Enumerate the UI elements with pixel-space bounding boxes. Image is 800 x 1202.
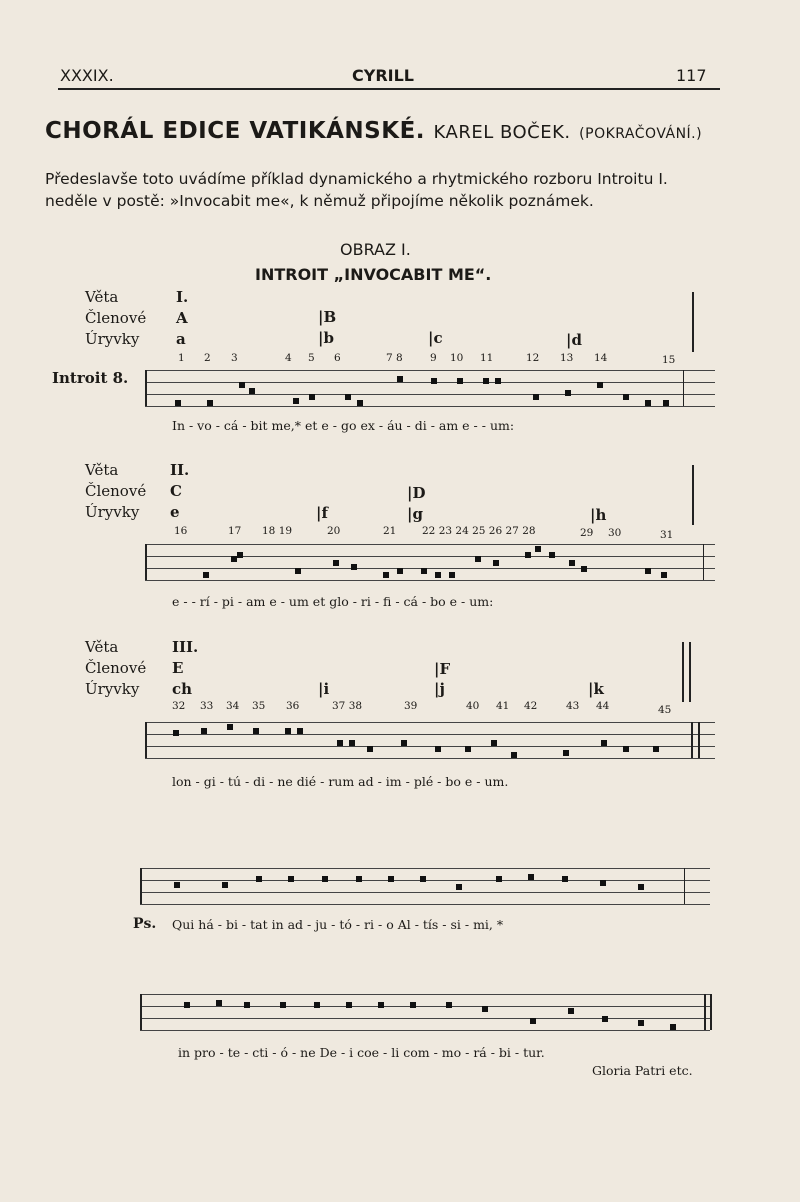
psalm-staff (140, 994, 710, 1034)
neume-number: 20 (327, 525, 341, 537)
psalm-prefix: Ps. (133, 916, 157, 932)
system-1-labels (85, 287, 146, 350)
member-marker: |b (318, 329, 334, 347)
neume-number: 11 (480, 352, 494, 364)
psalm-line-2: in pro - te - cti - ó - ne De - i coe - li com - mo - rá - bi - tur. (178, 1045, 545, 1060)
running-head-center: CYRILL (352, 66, 414, 85)
neume-number: 31 (660, 529, 674, 541)
label-veta: Věta (85, 288, 119, 306)
uryvek-value: a (176, 330, 186, 348)
page-number: 117 (676, 66, 707, 85)
label-clenove: Členové (85, 309, 147, 327)
neume-number: 30 (608, 527, 622, 539)
neume-number: 22 23 24 25 26 27 28 (422, 525, 536, 537)
intro-line-2: neděle v postě: »Invocabit me«, k němuž připojíme několik poznámek. (45, 192, 594, 210)
neume-number: 13 (560, 352, 574, 364)
neume-number: 18 19 (262, 525, 293, 537)
neume-number: 1 (178, 352, 185, 364)
title-author: KAREL BOČEK. (433, 122, 571, 143)
neume-number: 45 (658, 704, 672, 716)
label-uryvky: Úryvky (85, 330, 140, 348)
label-clenove: Členové (85, 659, 147, 677)
mode-label: Introit 8. (52, 369, 129, 387)
neume-number: 34 (226, 700, 240, 712)
neume-number: 35 (252, 700, 266, 712)
neume-number: 5 (308, 352, 315, 364)
veta-value: III. (172, 638, 199, 656)
division-bar (689, 642, 691, 702)
neume-number: 36 (286, 700, 300, 712)
psalm-line-1: Qui há - bi - tat in ad - ju - tó - ri - o Al - tís - si - mi, * (172, 917, 504, 932)
doxology: Gloria Patri etc. (592, 1063, 693, 1078)
neume-number: 9 (430, 352, 437, 364)
system-3-labels (85, 637, 146, 700)
neume-number: 4 (285, 352, 292, 364)
running-head-left: XXXIX. (60, 66, 114, 85)
lyric-line: lon - gi - tú - di - ne dié - rum ad - im - plé - bo e - um. (172, 774, 509, 789)
neume-number: 33 (200, 700, 214, 712)
neume-number: 6 (334, 352, 341, 364)
neume-number: 43 (566, 700, 580, 712)
chant-staff (145, 722, 715, 762)
title-main: CHORÁL EDICE VATIKÁNSKÉ. (45, 118, 426, 144)
neume-number: 29 (580, 527, 594, 539)
neume-number: 12 (526, 352, 540, 364)
neume-number: 16 (174, 525, 188, 537)
member-marker: |j (434, 680, 445, 698)
neume-number: 39 (404, 700, 418, 712)
member-marker: |d (566, 331, 582, 349)
veta-value: II. (170, 461, 190, 479)
neume-number: 44 (596, 700, 610, 712)
lyric-line: In - vo - cá - bit me,* et e - go ex - áu - di - am e - - um: (172, 418, 515, 433)
neume-number: 3 (231, 352, 238, 364)
label-veta: Věta (85, 461, 119, 479)
uryvek-value: e (170, 503, 180, 521)
member-marker: |i (318, 680, 330, 698)
system-2-labels (85, 460, 146, 523)
neume-number: 21 (383, 525, 397, 537)
clen-value: A (176, 309, 188, 327)
header-rule (58, 88, 720, 90)
neume-number: 42 (524, 700, 538, 712)
chant-staff (145, 370, 715, 410)
division-bar (692, 292, 694, 352)
lyric-line: e - - rí - pi - am e - um et glo - ri - fi - cá - bo e - um: (172, 594, 494, 609)
label-uryvky: Úryvky (85, 503, 140, 521)
intro-line-1: Předeslavše toto uvádíme příklad dynamického a rhytmického rozboru Introitu I. (45, 170, 668, 188)
member-marker: |k (588, 680, 604, 698)
division-bar (682, 642, 684, 702)
member-marker: |h (590, 506, 607, 524)
system-2-divisions (170, 460, 189, 523)
neume-number: 7 8 (386, 352, 403, 364)
division-bar (692, 465, 694, 525)
clen-value: C (170, 482, 182, 500)
member-marker: |f (316, 504, 328, 522)
neume-number: 40 (466, 700, 480, 712)
neume-number: 37 38 (332, 700, 363, 712)
neume-number: 15 (662, 354, 676, 366)
chant-staff (145, 544, 715, 584)
article-title (45, 118, 702, 144)
label-veta: Věta (85, 638, 119, 656)
member-marker: |B (318, 308, 337, 326)
figure-label: OBRAZ I. (340, 240, 411, 259)
neume-number: 17 (228, 525, 242, 537)
title-continued: (POKRAČOVÁNÍ.) (579, 126, 703, 142)
system-3-divisions (172, 637, 198, 700)
neume-number: 14 (594, 352, 608, 364)
label-clenove: Členové (85, 482, 147, 500)
clen-value: E (172, 659, 184, 677)
member-marker: |g (407, 505, 423, 523)
member-marker: |F (434, 660, 451, 678)
veta-value: I. (176, 288, 189, 306)
label-uryvky: Úryvky (85, 680, 140, 698)
system-1-divisions (176, 287, 188, 350)
psalm-staff (140, 868, 710, 908)
neume-number: 2 (204, 352, 211, 364)
uryvek-value: ch (172, 680, 193, 698)
neume-number: 10 (450, 352, 464, 364)
neume-number: 41 (496, 700, 510, 712)
member-marker: |c (428, 329, 443, 347)
neume-number: 32 (172, 700, 186, 712)
figure-heading: INTROIT „INVOCABIT ME“. (255, 265, 492, 284)
member-marker: |D (407, 484, 426, 502)
